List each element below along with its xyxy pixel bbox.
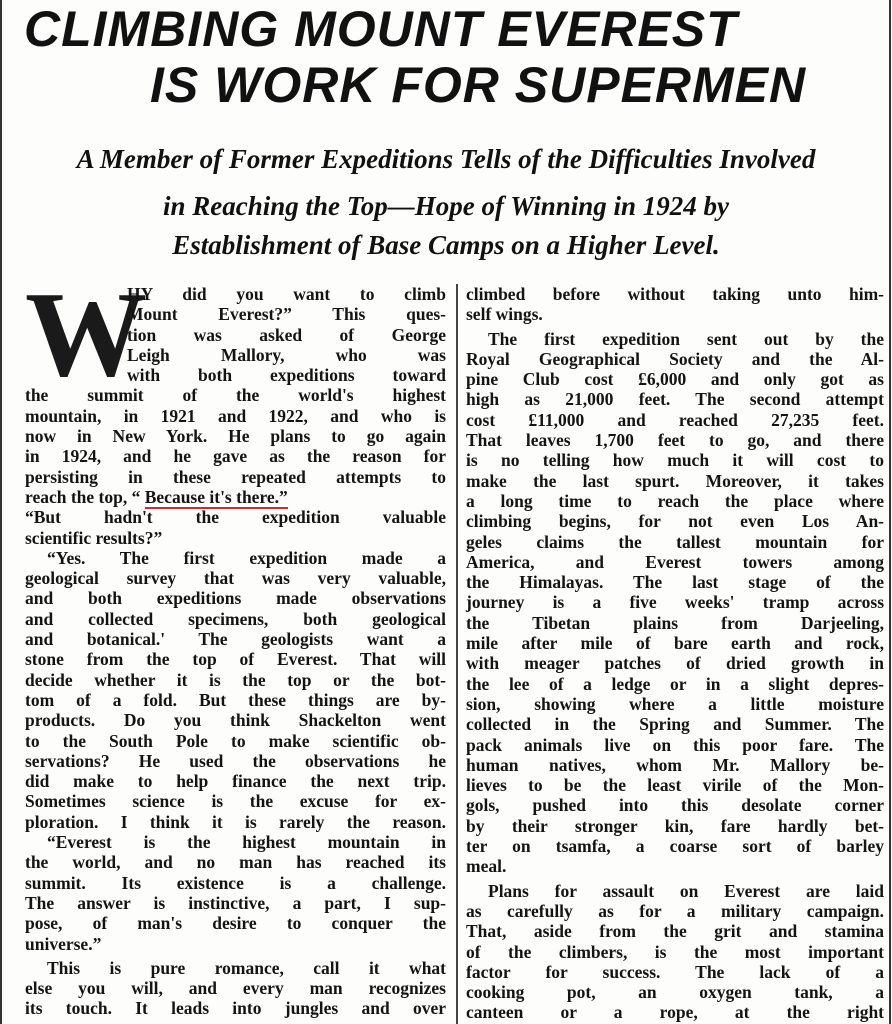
text-line-content: tion was asked of George (127, 324, 446, 345)
text-line (25, 791, 446, 811)
text-line-content: geological survey that was very valuable, (25, 568, 446, 589)
text-line (25, 548, 446, 568)
text-line-content: scientific results?” (25, 527, 163, 548)
text-line (466, 674, 884, 694)
text-line (466, 572, 884, 592)
text-line (25, 365, 446, 385)
text-line (466, 284, 884, 304)
text-line (25, 832, 446, 852)
text-line-content: its touch. It leads into jungles and over (25, 998, 446, 1019)
text-line-content: The first expedition sent out by the (488, 328, 884, 349)
text-line (25, 528, 446, 548)
text-line (25, 690, 446, 710)
text-line-content: and collected specimens, both geological (25, 608, 446, 629)
text-line-content: the Tibetan plains from Darjeeling, (466, 612, 884, 633)
text-line (466, 613, 884, 633)
text-line-content: pose, of man's desire to conquer the (25, 913, 446, 934)
text-line (25, 852, 446, 872)
text-line (466, 755, 884, 775)
text-line-content: high as 21,000 feet. The second attempt (466, 389, 884, 410)
text-line (466, 694, 884, 714)
text-line-content: the world, and no man has reached its (25, 852, 446, 873)
text-line-content: in 1924, and he gave as the reason for (25, 446, 446, 467)
subhead-line-2: in Reaching the Top—Hope of Winning in 1924 by (162, 191, 730, 221)
text-line-content: “Yes. The first expedition made a (47, 547, 446, 568)
text-line (466, 982, 884, 1002)
text-line (25, 998, 446, 1018)
text-line-content: journey is a five weeks' tramp across (466, 592, 884, 613)
text-line (25, 873, 446, 893)
headline-line-1: CLIMBING MOUNT EVEREST (24, 1, 738, 57)
text-line (25, 345, 446, 365)
text-line-content: and both expeditions made observations (25, 588, 446, 609)
text-line-content: This is pure romance, call it what (47, 957, 446, 978)
text-line (25, 446, 446, 466)
text-line-content: cost £11,000 and reached 27,235 feet. (466, 409, 884, 430)
text-line (466, 714, 884, 734)
underlined-quote: Because it's there.” (144, 486, 288, 507)
text-line (466, 816, 884, 836)
text-line-content: as carefully as for a military campaign. (466, 900, 884, 921)
text-line (466, 775, 884, 795)
text-line (466, 511, 884, 531)
text-line-content: make the last spurt. Moreover, it takes (466, 470, 884, 491)
text-line-content: of the climbers, is the most important (466, 941, 884, 962)
left-column (25, 267, 446, 1019)
text-line-content: That, aside from the grit and stamina (466, 921, 884, 942)
text-line (25, 609, 446, 629)
text-line (466, 304, 884, 324)
text-line-content: with both expeditions toward (127, 365, 446, 386)
text-line (25, 568, 446, 588)
text-line (25, 385, 446, 405)
text-line-content: a long time to reach the place where (466, 490, 884, 511)
text-line (466, 1002, 884, 1022)
text-line-content: the Himalayas. The last stage of the (466, 572, 884, 593)
text-line (25, 771, 446, 791)
text-line-content: cooking pot, an oxygen tank, a (466, 982, 884, 1003)
text-line (466, 856, 884, 876)
text-line-content: decide whether it is the top or the bot- (25, 669, 446, 690)
text-line-content: HY did you want to climb (127, 284, 446, 304)
text-line (466, 735, 884, 755)
text-line (466, 795, 884, 815)
text-line-content: climbed before without taking unto him- (466, 284, 884, 304)
text-line (25, 958, 446, 978)
text-line-content: pack animals live on this poor fare. The (466, 734, 884, 755)
text-line-content: servations? He used the observations he (25, 750, 446, 771)
text-line (25, 629, 446, 649)
text-line (25, 812, 446, 832)
text-line-content: the summit of the world's highest (25, 385, 446, 406)
text-line (25, 934, 446, 954)
text-line (466, 430, 884, 450)
text-line (25, 751, 446, 771)
text-line (466, 633, 884, 653)
text-line-content: factor for success. The lack of a (466, 961, 884, 982)
text-line-content: reach the top, “ (25, 486, 145, 507)
text-line (466, 592, 884, 612)
text-line-content: “Everest is the highest mountain in (47, 832, 446, 853)
text-line (25, 913, 446, 933)
text-line (25, 507, 446, 527)
text-line (466, 491, 884, 511)
text-line (466, 653, 884, 673)
text-line (25, 731, 446, 751)
text-line-content: and botanical.' The geologists want a (25, 629, 446, 650)
headline-line-2: IS WORK FOR SUPERMEN (150, 57, 807, 113)
right-column (466, 284, 884, 1023)
text-line-content: summit. Its existence is a challenge. (25, 872, 446, 893)
text-line-content: is no telling how much it will cost to (466, 450, 884, 471)
text-line-content: now in New York. He plans to go again (25, 426, 446, 447)
text-line-content: pine Club cost £6,000 and only got as (466, 369, 884, 390)
text-line-content: universe.” (25, 933, 102, 954)
text-line-content: Leigh Mallory, who was (127, 344, 446, 365)
text-line (25, 284, 446, 304)
text-line-content: canteen or a rope, at the right (466, 1002, 884, 1023)
text-line (466, 881, 884, 901)
text-line-content: mountain, in 1921 and 1922, and who is (25, 405, 446, 426)
text-line-content: ploration. I think it is rarely the reason. (25, 811, 446, 832)
text-line (466, 450, 884, 470)
text-line (25, 406, 446, 426)
text-line-content: mile after mile of bare earth and rock, (466, 633, 884, 654)
text-line-content: meal. (466, 856, 507, 877)
text-line (25, 467, 446, 487)
text-line-content: gols, pushed into this desolate corner (466, 795, 884, 816)
text-line-content: did make to help finance the next trip. (25, 771, 446, 792)
text-line-content: tom of a fold. But these things are by- (25, 689, 446, 710)
text-line (466, 329, 884, 349)
text-line (25, 710, 446, 730)
text-line (25, 670, 446, 690)
text-line (25, 304, 446, 324)
text-line-content: The answer is instinctive, a part, I sup- (25, 892, 446, 913)
text-line (466, 901, 884, 921)
text-line (25, 649, 446, 669)
drop-cap: W (25, 267, 147, 402)
text-line-content: Royal Geographical Society and the Al- (466, 348, 884, 369)
text-line-content: sion, showing where a little moisture (466, 693, 884, 714)
column-divider (456, 284, 458, 1024)
text-line-content: stone from the top of Everest. That will (25, 649, 446, 670)
text-line (466, 389, 884, 409)
text-line (25, 426, 446, 446)
text-line-content: climbing begins, for not even Los An- (466, 511, 884, 532)
text-line (466, 552, 884, 572)
text-line (466, 471, 884, 491)
text-line-content: products. Do you think Shackelton went (25, 710, 446, 731)
text-line (466, 410, 884, 430)
text-line-content: to the South Pole to make scientific ob- (25, 730, 446, 751)
text-line-content: collected in the Spring and Summer. The (466, 714, 884, 735)
text-line (466, 921, 884, 941)
text-line (25, 893, 446, 913)
text-line-content: with meager patches of dried growth in (466, 653, 884, 674)
text-line (25, 588, 446, 608)
text-line (466, 349, 884, 369)
text-line (466, 369, 884, 389)
text-line-content: persisting in these repeated attempts to (25, 466, 446, 487)
text-line (25, 978, 446, 998)
text-line-content: Sometimes science is the excuse for ex- (25, 791, 446, 812)
text-line (466, 942, 884, 962)
text-line-content: self wings. (466, 304, 543, 325)
text-line-content: America, and Everest towers among (466, 551, 884, 572)
text-line-content: by their stronger kin, fare hardly bet- (466, 815, 884, 836)
text-line-content: That leaves 1,700 feet to go, and there (466, 430, 884, 451)
text-line-content: human natives, whom Mr. Mallory be- (466, 754, 884, 775)
text-line (466, 532, 884, 552)
text-line-content: “But hadn't the expedition valuable (25, 507, 446, 528)
subhead-line-3: Establishment of Base Camps on a Higher Level. (172, 230, 720, 260)
text-line (466, 962, 884, 982)
text-line-content: Mount Everest?” This ques- (127, 304, 446, 325)
text-line (466, 836, 884, 856)
text-line-content: the lee of a ledge or in a slight depres- (466, 673, 884, 694)
text-line-content: ter on tsamfa, a coarse sort of barley (466, 836, 884, 857)
text-line-content: geles claims the tallest mountain for (466, 531, 884, 552)
text-line (25, 487, 446, 507)
text-line (25, 325, 446, 345)
text-line-content: Plans for assault on Everest are laid (488, 880, 884, 901)
text-line-content: else you will, and every man recognizes (25, 978, 446, 999)
text-line-content: lieves to be the least virile of the Mon- (466, 775, 884, 796)
subhead-line-1: A Member of Former Expeditions Tells of the Difficulties Involved (76, 144, 816, 174)
